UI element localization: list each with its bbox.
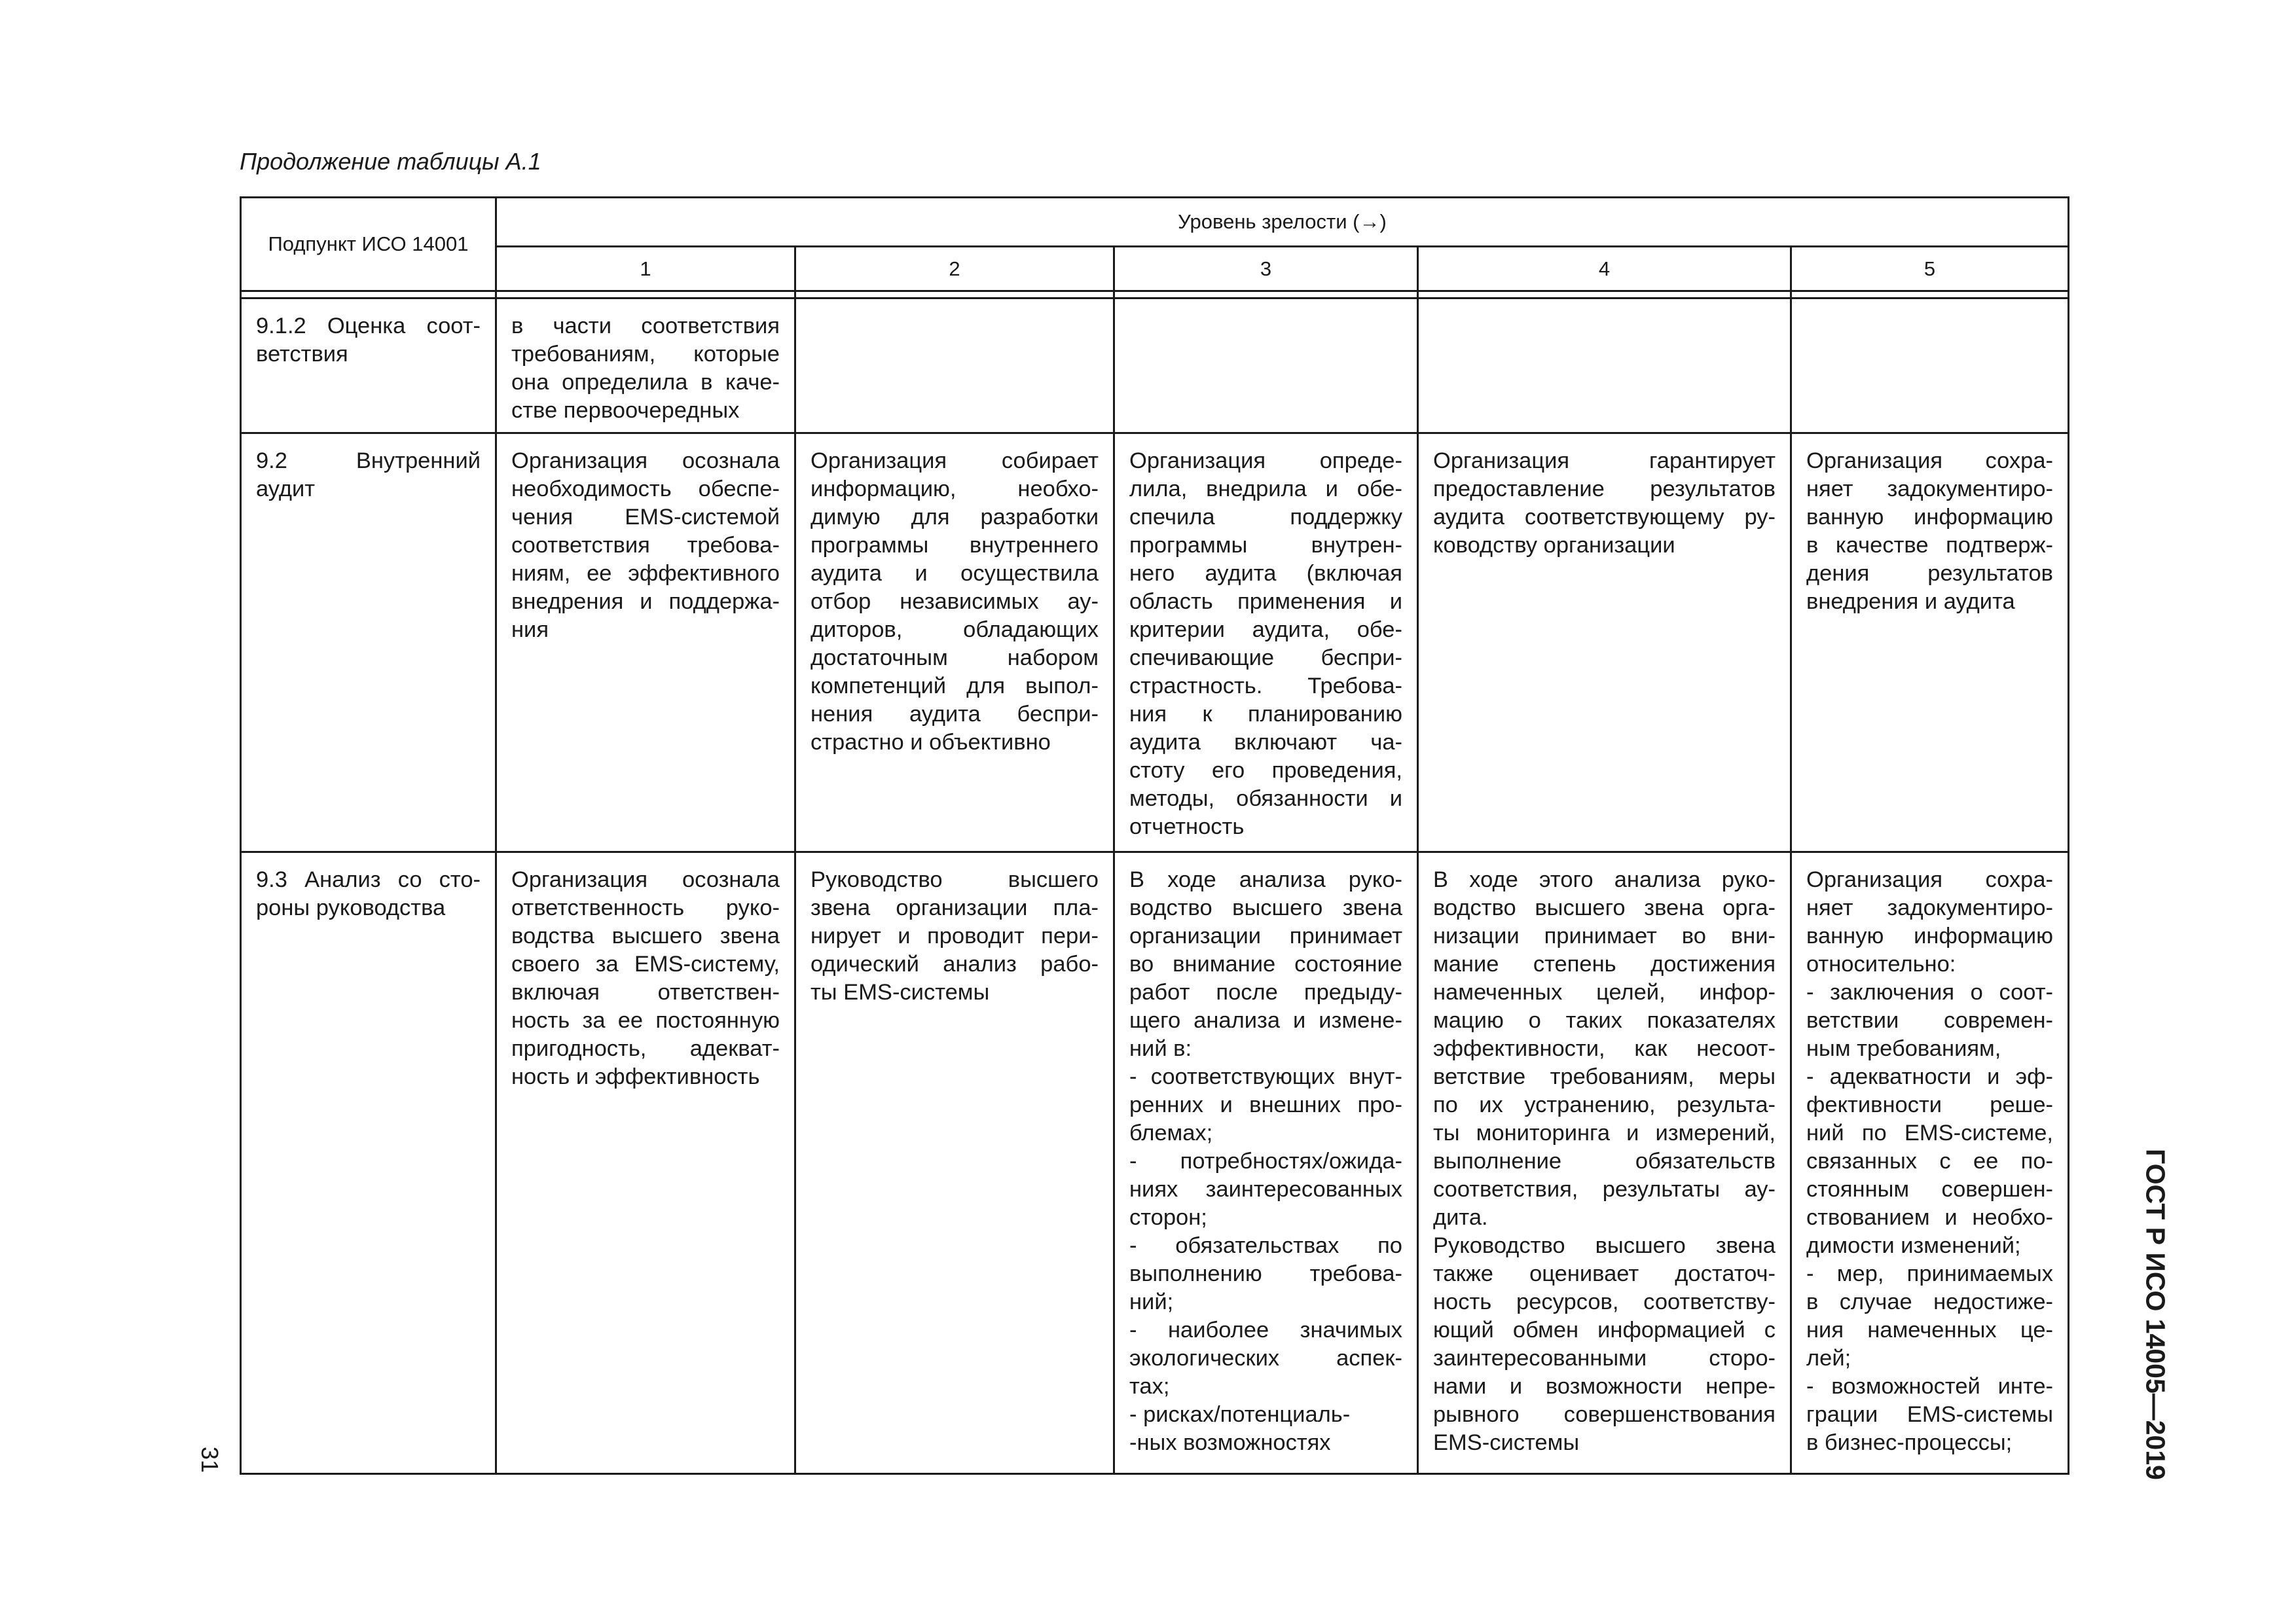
cell-text-line: ванную информацию bbox=[1806, 505, 2054, 530]
cell-text-line: низации принимает во вни- bbox=[1433, 924, 1776, 948]
cell-text-line: лей; bbox=[1806, 1346, 1851, 1371]
level-3-cell bbox=[1114, 298, 1418, 433]
cell-text-line: грации EMS-системы bbox=[1806, 1402, 2054, 1427]
cell-text-line: ность и эффективность bbox=[511, 1064, 760, 1089]
cell-text-line: экологических аспек- bbox=[1129, 1346, 1402, 1371]
cell-text-line: Организация собирает bbox=[811, 448, 1099, 473]
table-row bbox=[241, 298, 2069, 433]
subclause-cell bbox=[241, 433, 496, 852]
cell-text-line: достаточным набором bbox=[811, 645, 1099, 670]
cell-text-line: в случае недостиже- bbox=[1806, 1290, 2054, 1314]
cell-text-line: одический анализ рабо- bbox=[811, 952, 1099, 977]
cell-text-line: ветствии современ- bbox=[1806, 1008, 2054, 1033]
cell-text-line: отбор независимых ау- bbox=[811, 589, 1099, 614]
cell-text-line: ты EMS-системы bbox=[811, 980, 990, 1005]
level-4-cell bbox=[1418, 852, 1791, 1474]
cell-text-line: аудита соответствующему ру- bbox=[1433, 505, 1776, 530]
table-row bbox=[241, 852, 2069, 1474]
level-1-cell bbox=[496, 433, 795, 852]
cell-text-line: нения аудита беспри- bbox=[811, 702, 1099, 727]
cell-text-line: стве первоочередных bbox=[511, 398, 740, 423]
cell-text-line: - рисках/потенциаль- bbox=[1129, 1402, 1351, 1427]
cell-text-line: В ходе анализа руко- bbox=[1129, 867, 1402, 892]
cell-text-line: ниях заинтересованных bbox=[1129, 1177, 1402, 1202]
cell-text-line: 9.2 Внутренний bbox=[256, 448, 481, 473]
cell-text-line: нами и возможности непре- bbox=[1433, 1374, 1776, 1399]
level-1-cell bbox=[496, 852, 795, 1474]
subclause-cell bbox=[241, 852, 496, 1474]
table-row bbox=[241, 433, 2069, 852]
cell-text-line: водство высшего звена bbox=[1129, 895, 1402, 920]
cell-text-line: страстность. Требова- bbox=[1129, 674, 1402, 698]
cell-text-line: программы внутреннего bbox=[811, 533, 1099, 558]
cell-text-line: пригодность, адекват- bbox=[511, 1036, 780, 1061]
cell-text-line: связанных с ее по- bbox=[1806, 1149, 2054, 1174]
cell-text-line: стоянным совершен- bbox=[1806, 1177, 2054, 1202]
cell-text-line: ренних и внешних про- bbox=[1129, 1092, 1402, 1117]
cell-text-line: ветствия bbox=[256, 342, 348, 367]
cell-text-line: намеченных целей, инфор- bbox=[1433, 980, 1776, 1005]
cell-text-line: - потребностях/ожида- bbox=[1129, 1149, 1402, 1174]
cell-text-line: предоставление результатов bbox=[1433, 477, 1776, 501]
cell-text-line: спечивающие беспри- bbox=[1129, 645, 1402, 670]
cell-text-line: диторов, обладающих bbox=[811, 617, 1099, 642]
cell-text-line: аудита включают ча- bbox=[1129, 730, 1402, 755]
cell-text-line: ния bbox=[511, 617, 549, 642]
cell-text-line: по их устранению, результа- bbox=[1433, 1092, 1776, 1117]
cell-text-line: информацию, необхо- bbox=[811, 477, 1099, 501]
cell-text-line: Организация сохра- bbox=[1806, 867, 2054, 892]
level-2-cell bbox=[795, 298, 1114, 433]
cell-text-line: эффективности, как несоот- bbox=[1433, 1036, 1776, 1061]
cell-text-line: в бизнес-процессы; bbox=[1806, 1430, 2013, 1455]
cell-text-line: Организация сохра- bbox=[1806, 448, 2054, 473]
cell-text-line: ний по EMS-системе, bbox=[1806, 1121, 2054, 1146]
cell-text-line: ствованием и необхо- bbox=[1806, 1205, 2054, 1230]
cell-text-line: во внимание состояние bbox=[1129, 952, 1402, 977]
cell-text-line: сторон; bbox=[1129, 1205, 1207, 1230]
cell-text-line: работ после предыду- bbox=[1129, 980, 1402, 1005]
cell-text-line: аудита и осуществила bbox=[811, 561, 1099, 586]
cell-text-line: нирует и проводит пери- bbox=[811, 924, 1099, 948]
cell-text-line: ководству организации bbox=[1433, 533, 1675, 558]
cell-text-line: заинтересованными сторо- bbox=[1433, 1346, 1776, 1371]
cell-text-line: критерии аудита, обе- bbox=[1129, 617, 1402, 642]
cell-text-line: ния к планированию bbox=[1129, 702, 1402, 727]
cell-text-line: мацию о таких показателях bbox=[1433, 1008, 1776, 1033]
cell-text-line: область применения и bbox=[1129, 589, 1402, 614]
cell-text-line: также оценивает достаточ- bbox=[1433, 1261, 1776, 1286]
maturity-table bbox=[240, 196, 2069, 1475]
cell-text-line: аудит bbox=[256, 477, 316, 501]
cell-text-line: водства высшего звена bbox=[511, 924, 780, 948]
cell-text-line: фективности реше- bbox=[1806, 1092, 2054, 1117]
cell-text-line: ниям, ее эффективного bbox=[511, 561, 780, 586]
cell-text-line: - возможностей инте- bbox=[1806, 1374, 2054, 1399]
level-1-cell bbox=[496, 298, 795, 433]
cell-text-line: лила, внедрила и обе- bbox=[1129, 477, 1402, 501]
cell-text-line: няет задокументиро- bbox=[1806, 895, 2054, 920]
cell-text-line: требованиям, которые bbox=[511, 342, 780, 367]
cell-text-line: внедрения и аудита bbox=[1806, 589, 2015, 614]
table-continuation-caption: Продолжение таблицы А.1 bbox=[240, 148, 541, 175]
cell-text-line: дита. bbox=[1433, 1205, 1488, 1230]
level-2-cell bbox=[795, 433, 1114, 852]
cell-text-line: компетенций для выпол- bbox=[811, 674, 1099, 698]
cell-text-line: соответствия требова- bbox=[511, 533, 780, 558]
cell-text-line: 9.1.2 Оценка соот- bbox=[256, 314, 481, 338]
header-separator bbox=[241, 291, 2069, 298]
cell-text-line: внедрения и поддержа- bbox=[511, 589, 780, 614]
cell-text-line: мание степень достижения bbox=[1433, 952, 1776, 977]
level-2-cell bbox=[795, 852, 1114, 1474]
cell-text-line: соответствия, результаты ау- bbox=[1433, 1177, 1776, 1202]
cell-text-line: ность за ее постоянную bbox=[511, 1008, 780, 1033]
cell-text-line: няет задокументиро- bbox=[1806, 477, 2054, 501]
cell-text-line: Организация гарантирует bbox=[1433, 448, 1776, 473]
document-side-title bbox=[2136, 1136, 2175, 1492]
cell-text-line: - соответствующих внут- bbox=[1129, 1064, 1402, 1089]
cell-text-line: него аудита (включая bbox=[1129, 561, 1402, 586]
cell-text-line: ветствие требованиям, меры bbox=[1433, 1064, 1776, 1089]
cell-text-line: ответственность руко- bbox=[511, 895, 780, 920]
level-4-cell bbox=[1418, 298, 1791, 433]
cell-text-line: Руководство высшего звена bbox=[1433, 1233, 1776, 1258]
subclause-cell bbox=[241, 298, 496, 433]
cell-text-line: программы внутрен- bbox=[1129, 533, 1402, 558]
level-header-4: 4 bbox=[1418, 247, 1791, 291]
cell-text-line: ющий обмен информацией с bbox=[1433, 1318, 1776, 1343]
page-number-text: 31 bbox=[196, 1446, 223, 1473]
cell-text-line: - мер, принимаемых bbox=[1806, 1261, 2054, 1286]
side-title-text: ГОСТ Р ИСО 14005—2019 bbox=[2140, 1148, 2171, 1480]
cell-text-line: ным требованиям, bbox=[1806, 1036, 2001, 1061]
cell-text-line: роны руководства bbox=[256, 895, 446, 920]
cell-text-line: рывного совершенствования bbox=[1433, 1402, 1776, 1427]
cell-text-line: страстно и объективно bbox=[811, 730, 1051, 755]
level-3-cell bbox=[1114, 852, 1418, 1474]
cell-text-line: включая ответствен- bbox=[511, 980, 780, 1005]
level-header-5: 5 bbox=[1791, 247, 2069, 291]
cell-text-line: чения EMS-системой bbox=[511, 505, 780, 530]
cell-text-line: организации принимает bbox=[1129, 924, 1402, 948]
cell-text-line: стоту его проведения, bbox=[1129, 758, 1402, 783]
cell-text-line: водство высшего звена орга- bbox=[1433, 895, 1776, 920]
level-5-cell bbox=[1791, 852, 2069, 1474]
cell-text-line: 9.3 Анализ со сто- bbox=[256, 867, 481, 892]
cell-text-line: димости изменений; bbox=[1806, 1233, 2021, 1258]
cell-text-line: звена организации пла- bbox=[811, 895, 1099, 920]
cell-text-line: Руководство высшего bbox=[811, 867, 1099, 892]
maturity-level-header: Уровень зрелости (→) bbox=[496, 198, 2069, 247]
subclause-header: Подпункт ИСО 14001 bbox=[241, 198, 496, 291]
cell-text-line: необходимость обеспе- bbox=[511, 477, 780, 501]
level-4-cell bbox=[1418, 433, 1791, 852]
level-3-cell bbox=[1114, 433, 1418, 852]
cell-text-line: В ходе этого анализа руко- bbox=[1433, 867, 1776, 892]
cell-text-line: -ных возможностях bbox=[1129, 1430, 1331, 1455]
cell-text-line: относительно: bbox=[1806, 952, 1956, 977]
cell-text-line: Организация опреде- bbox=[1129, 448, 1402, 473]
cell-text-line: ванную информацию bbox=[1806, 924, 2054, 948]
level-5-cell bbox=[1791, 433, 2069, 852]
cell-text-line: выполнение обязательств bbox=[1433, 1149, 1776, 1174]
cell-text-line: выполнению требова- bbox=[1129, 1261, 1402, 1286]
cell-text-line: EMS-системы bbox=[1433, 1430, 1580, 1455]
level-5-cell bbox=[1791, 298, 2069, 433]
cell-text-line: щего анализа и измене- bbox=[1129, 1008, 1402, 1033]
cell-text-line: тах; bbox=[1129, 1374, 1170, 1399]
cell-text-line: в качестве подтверж- bbox=[1806, 533, 2054, 558]
cell-text-line: - наиболее значимых bbox=[1129, 1318, 1402, 1343]
cell-text-line: дения результатов bbox=[1806, 561, 2054, 586]
page-number bbox=[195, 1440, 224, 1479]
level-header-2: 2 bbox=[795, 247, 1114, 291]
cell-text-line: ты мониторинга и измерений, bbox=[1433, 1121, 1776, 1146]
cell-text-line: ний в: bbox=[1129, 1036, 1192, 1061]
cell-text-line: блемах; bbox=[1129, 1121, 1213, 1146]
cell-text-line: димую для разработки bbox=[811, 505, 1099, 530]
cell-text-line: Организация осознала bbox=[511, 448, 780, 473]
cell-text-line: - заключения о соот- bbox=[1806, 980, 2054, 1005]
level-header-3: 3 bbox=[1114, 247, 1418, 291]
cell-text-line: в части соответствия bbox=[511, 314, 780, 338]
cell-text-line: - обязательствах по bbox=[1129, 1233, 1402, 1258]
cell-text-line: ний; bbox=[1129, 1290, 1174, 1314]
cell-text-line: - адекватности и эф- bbox=[1806, 1064, 2054, 1089]
cell-text-line: методы, обязанности и bbox=[1129, 786, 1402, 811]
cell-text-line: спечила поддержку bbox=[1129, 505, 1402, 530]
cell-text-line: Организация осознала bbox=[511, 867, 780, 892]
cell-text-line: своего за EMS-систему, bbox=[511, 952, 780, 977]
cell-text-line: она определила в каче- bbox=[511, 370, 780, 395]
level-header-1: 1 bbox=[496, 247, 795, 291]
cell-text-line: отчетность bbox=[1129, 814, 1245, 839]
cell-text-line: ния намеченных це- bbox=[1806, 1318, 2054, 1343]
cell-text-line: ность ресурсов, соответству- bbox=[1433, 1290, 1776, 1314]
